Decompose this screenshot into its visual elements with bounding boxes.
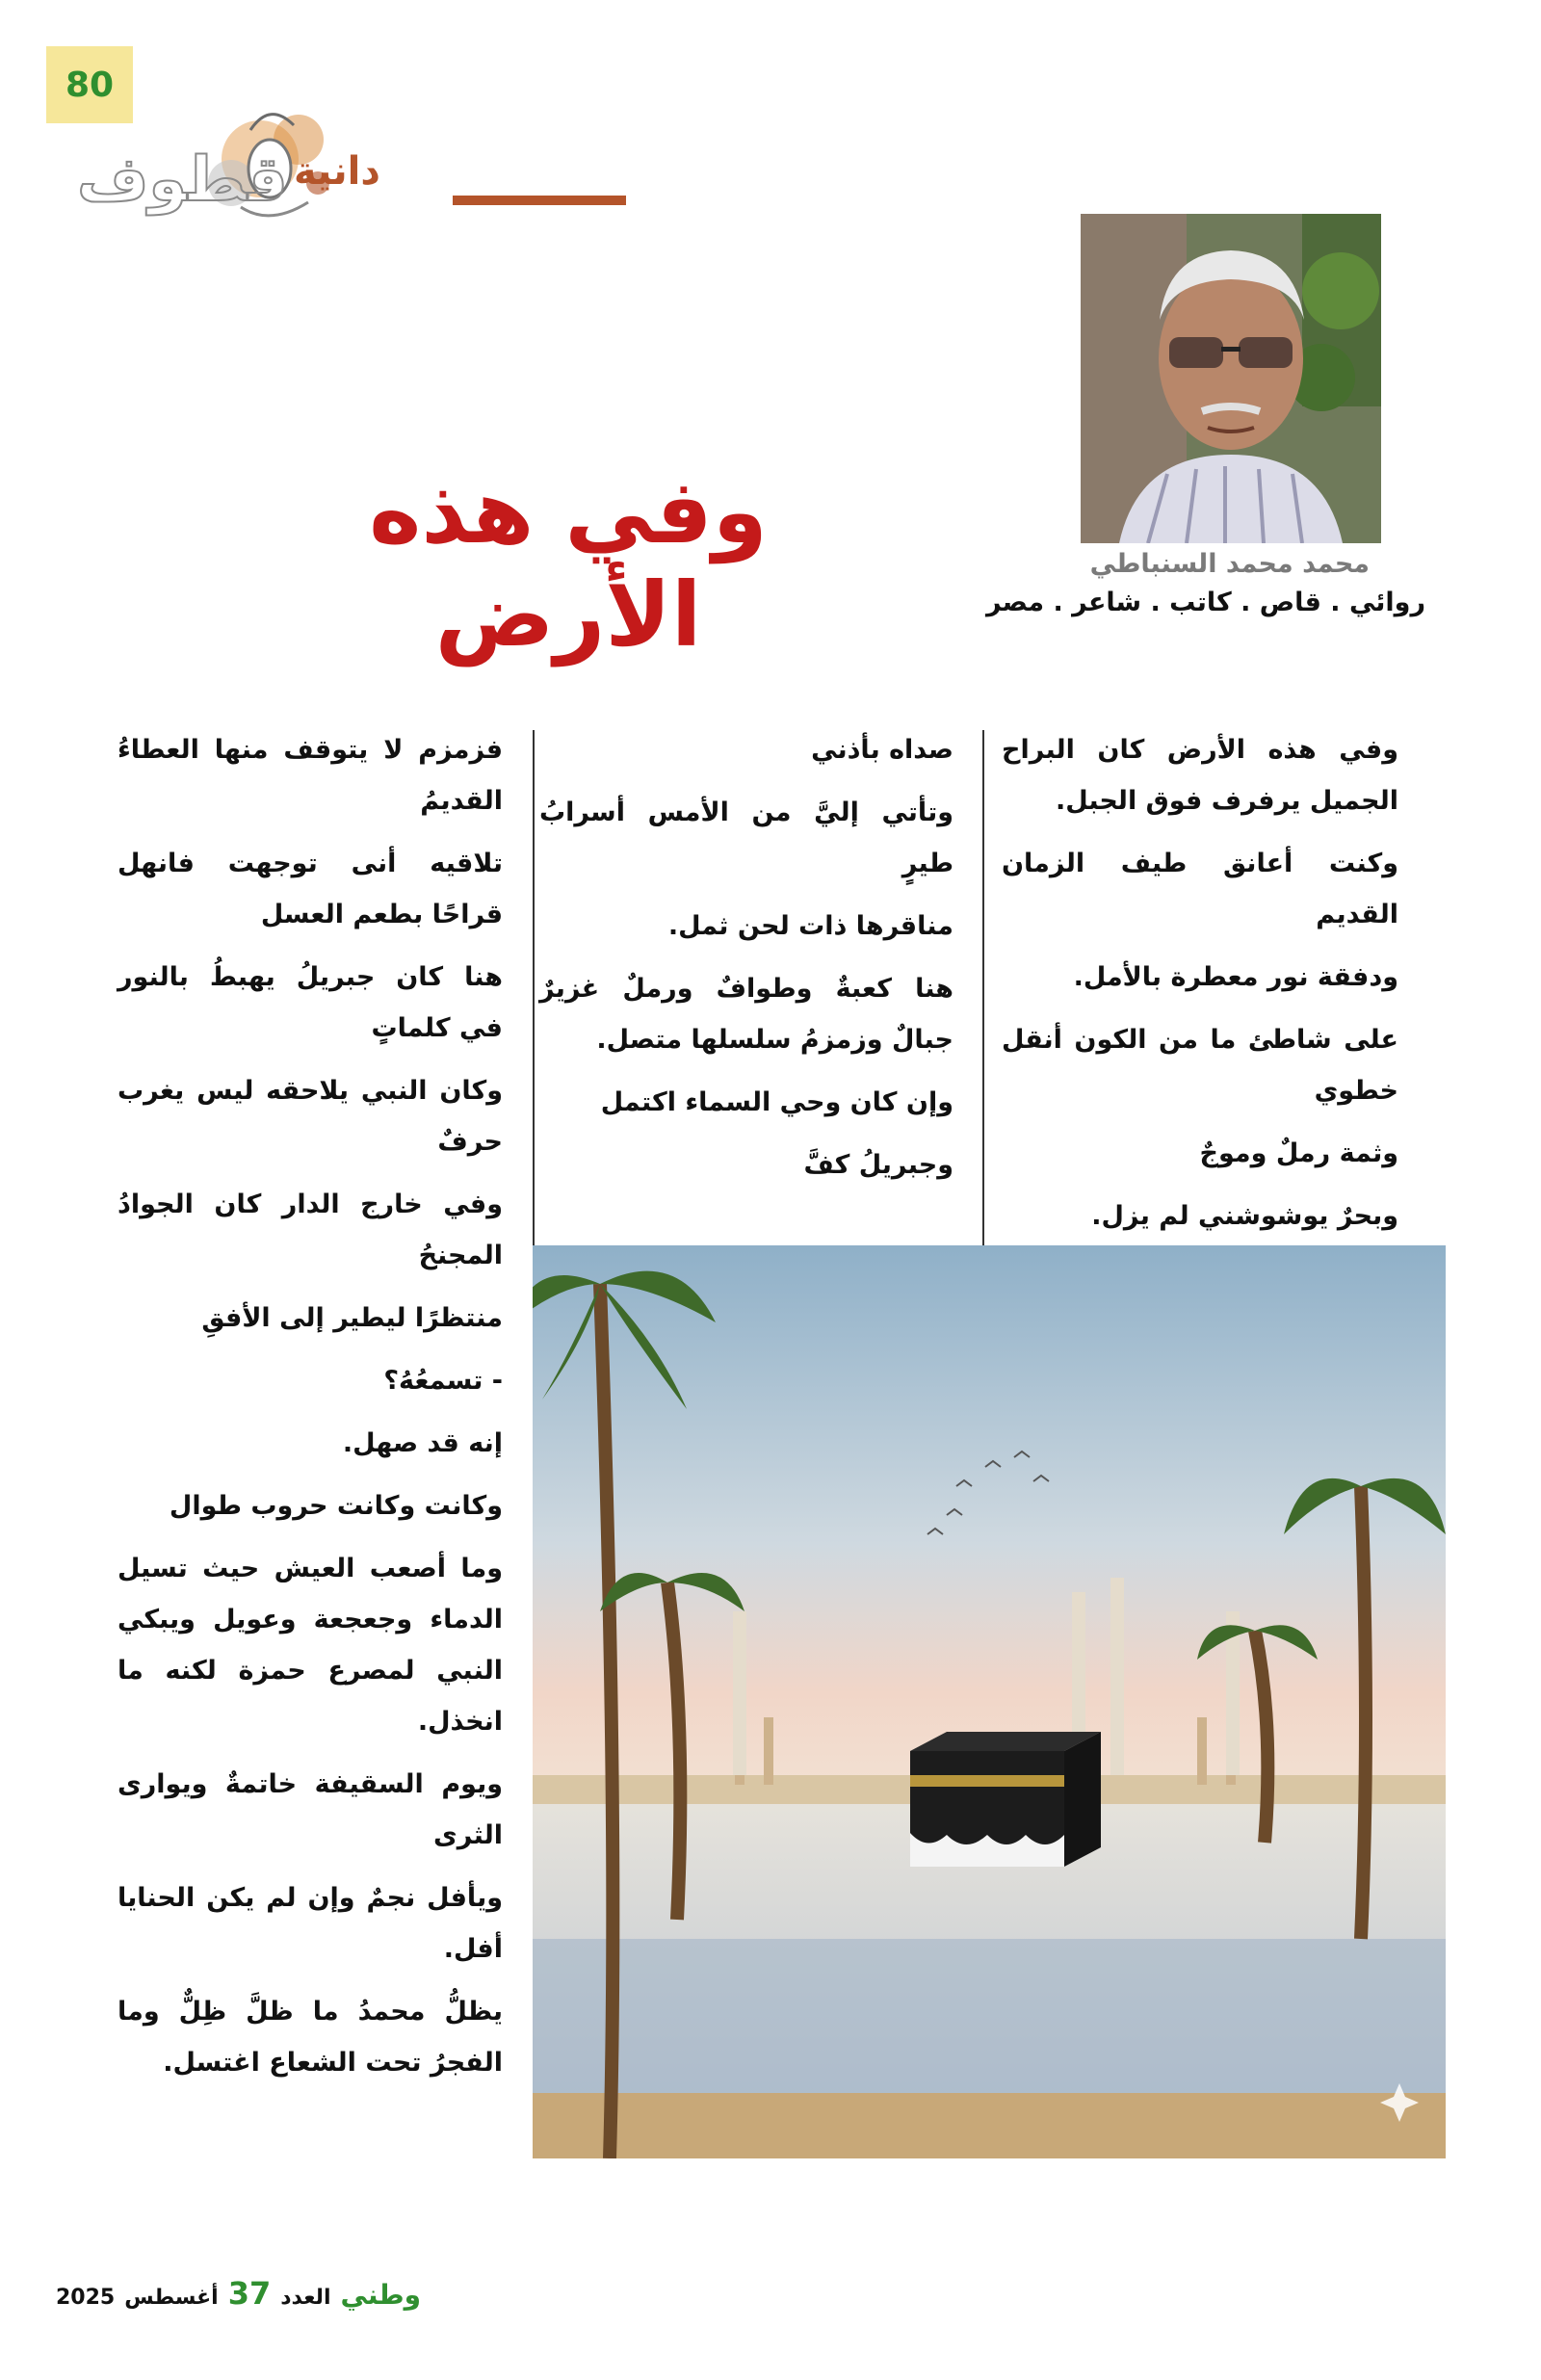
column-divider <box>533 730 535 1245</box>
poem-line: وكنت أعانق طيف الزمان القديم <box>1002 849 1398 929</box>
poem-line: وفي خارج الدار كان الجوادُ المجنحُ <box>118 1190 503 1270</box>
poem-line: هنا كعبةٌ وطوافٌ ورملٌ غزيرٌ جبالٌ وزمزمُ سلسلها متصل. <box>539 974 953 1055</box>
footer-issue-label: العدد <box>280 2286 331 2310</box>
poem-line: وتأتي إليَّ من الأمس أسرابُ طيرٍ <box>539 798 953 878</box>
section-title-accent: دانية <box>294 149 380 194</box>
poem-line: وكانت وكانت حروب طوال <box>169 1491 503 1521</box>
author-roles: روائي . قاص . كاتب . شاعر . مصر <box>985 588 1425 617</box>
footer-issue-number: 37 <box>227 2275 272 2312</box>
kaaba-illustration <box>533 1245 1446 2158</box>
poem-line: وجبريلُ كفَّ <box>803 1150 953 1180</box>
footer-year: 2025 <box>56 2286 116 2310</box>
poem-line: ويأفل نجمٌ وإن لم يكن الحنايا أفل. <box>118 1883 503 1964</box>
author-name: محمد محمد السنباطي <box>1089 549 1370 579</box>
poem-line: وبحرٌ يوشوشني لم يزل. <box>1091 1201 1398 1231</box>
column-divider <box>982 730 984 1245</box>
page-footer <box>56 2275 421 2314</box>
footer-month: أغسطس <box>124 2286 219 2310</box>
section-bar <box>453 196 626 205</box>
poem-line: على شاطئ ما من الكون أنقل خطوي <box>1002 1025 1398 1106</box>
article-title: وفي هذه الأرض <box>369 460 768 667</box>
poem-line: صداه بأذني <box>811 735 953 765</box>
page-number-badge: 80 <box>46 46 133 123</box>
author-photo <box>1081 214 1381 543</box>
poem-column-left <box>118 724 503 2100</box>
poem-line: ودفقة نور معطرة بالأمل. <box>1073 962 1398 992</box>
poem-line: وثمة رملٌ وموجٌ <box>1199 1138 1398 1168</box>
poem-line: منتظرًا ليطير إلى الأفقِ <box>201 1303 503 1333</box>
poem-line: وما أصعب العيش حيث تسيل الدماء وجعجعة وعويل ويبكي النبي لمصرع حمزة لكنه ما انخذل. <box>118 1554 503 1737</box>
poem-line: فزمزم لا يتوقف منها العطاءُ القديمُ <box>118 735 503 816</box>
poem-line: إنه قد صهل. <box>342 1428 503 1458</box>
poem-line: يظلُّ محمدُ ما ظلَّ ظِلٌّ وما الفجرُ تحت الشعاع اغتسل. <box>118 1997 503 2078</box>
poem-line: وكان النبي يلاحقه ليس يغرب حرفٌ <box>118 1076 503 1157</box>
poem-column-middle <box>539 724 953 1202</box>
poem-line: تلاقيه أنى توجهت فانهل قراحًا بطعم العسل <box>118 849 503 929</box>
poem-line: هنا كان جبريلُ يهبطُ بالنور في كلماتٍ <box>118 962 503 1043</box>
poem-line: وفي هذه الأرض كان البراح الجميل يرفرف فوق الجبل. <box>1002 735 1398 816</box>
footer-magazine-name: وطني <box>340 2279 422 2311</box>
section-title-outline: قطوف <box>77 144 288 216</box>
poem-line: - تسمعُهُ؟ <box>383 1366 503 1396</box>
section-logo <box>77 92 636 246</box>
poem-line: مناقرها ذات لحن ثمل. <box>667 911 953 941</box>
poem-line: وإن كان وحي السماء اكتمل <box>600 1087 953 1117</box>
poem-line: ويوم السقيفة خاتمةٌ ويوارى الثرى <box>118 1769 503 1850</box>
poem-column-right <box>1002 724 1398 1253</box>
